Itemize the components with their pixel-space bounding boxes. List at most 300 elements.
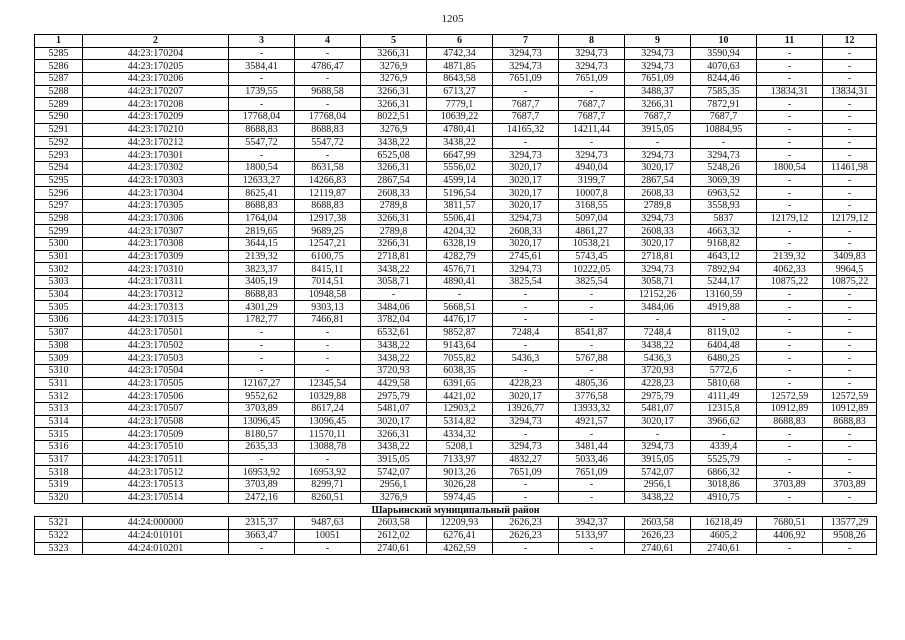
table-cell: 12315,8 bbox=[691, 402, 757, 415]
table-cell: 8688,83 bbox=[229, 199, 295, 212]
table-cell: 3168,55 bbox=[559, 199, 625, 212]
table-cell: 3720,93 bbox=[361, 364, 427, 377]
table-cell: 3294,73 bbox=[493, 47, 559, 60]
table-cell: 6525,08 bbox=[361, 149, 427, 162]
table-cell: - bbox=[757, 441, 823, 454]
table-cell: 4786,47 bbox=[295, 60, 361, 73]
table-cell: 5300 bbox=[35, 238, 83, 251]
table-cell: 3966,62 bbox=[691, 415, 757, 428]
table-cell: 8631,58 bbox=[295, 161, 361, 174]
table-cell: 3294,73 bbox=[625, 47, 691, 60]
table-cell: - bbox=[823, 238, 877, 251]
table-cell: 11 bbox=[757, 35, 823, 48]
table-cell: 7466,81 bbox=[295, 314, 361, 327]
table-cell: 5742,07 bbox=[361, 466, 427, 479]
table-row bbox=[35, 250, 877, 263]
table-cell: 44:23:170511 bbox=[83, 453, 229, 466]
table-cell: 3020,17 bbox=[493, 390, 559, 403]
table-cell: 4062,33 bbox=[757, 263, 823, 276]
table-cell: 8643,58 bbox=[427, 73, 493, 86]
table-cell: 7687,7 bbox=[559, 98, 625, 111]
table-cell: - bbox=[559, 339, 625, 352]
table-cell: - bbox=[757, 542, 823, 555]
table-cell: 4605,2 bbox=[691, 529, 757, 542]
table-cell: 44:23:170513 bbox=[83, 479, 229, 492]
table-cell: 2608,33 bbox=[625, 225, 691, 238]
table-cell: 6038,35 bbox=[427, 364, 493, 377]
table-cell: 10538,21 bbox=[559, 238, 625, 251]
table-cell: 2789,8 bbox=[361, 225, 427, 238]
table-cell: 3294,73 bbox=[625, 149, 691, 162]
table-cell: - bbox=[757, 377, 823, 390]
table-cell: 6532,61 bbox=[361, 326, 427, 339]
table-cell: 3409,83 bbox=[823, 250, 877, 263]
table-row bbox=[35, 187, 877, 200]
table-cell: - bbox=[757, 428, 823, 441]
table-cell: - bbox=[757, 352, 823, 365]
table-cell: 13926,77 bbox=[493, 402, 559, 415]
table-cell: 5317 bbox=[35, 453, 83, 466]
table-cell: 2740,61 bbox=[361, 542, 427, 555]
table-cell: 4861,27 bbox=[559, 225, 625, 238]
table-cell: 7 bbox=[493, 35, 559, 48]
table-cell: - bbox=[493, 428, 559, 441]
table-cell: 6866,32 bbox=[691, 466, 757, 479]
table-row bbox=[35, 339, 877, 352]
table-cell: - bbox=[757, 111, 823, 124]
table-cell: 3266,31 bbox=[361, 428, 427, 441]
table-row bbox=[35, 364, 877, 377]
table-cell: 7651,09 bbox=[559, 466, 625, 479]
table-cell: 5293 bbox=[35, 149, 83, 162]
table-cell: 3720,93 bbox=[625, 364, 691, 377]
table-cell: 7585,35 bbox=[691, 85, 757, 98]
table-row bbox=[35, 238, 877, 251]
table-cell: 2635,33 bbox=[229, 441, 295, 454]
table-cell: 10329,88 bbox=[295, 390, 361, 403]
table-cell: 6391,65 bbox=[427, 377, 493, 390]
table-cell: - bbox=[757, 174, 823, 187]
table-cell: 9964,5 bbox=[823, 263, 877, 276]
table-cell: 6480,25 bbox=[691, 352, 757, 365]
table-cell: 44:23:170502 bbox=[83, 339, 229, 352]
table-cell: 4228,23 bbox=[625, 377, 691, 390]
table-cell: 8688,83 bbox=[229, 123, 295, 136]
table-row bbox=[35, 402, 877, 415]
table-cell: 3294,73 bbox=[559, 47, 625, 60]
table-cell: 2626,23 bbox=[493, 529, 559, 542]
table-cell: 2608,33 bbox=[493, 225, 559, 238]
table-cell: - bbox=[559, 136, 625, 149]
table-cell: 2789,8 bbox=[625, 199, 691, 212]
table-cell: 10222,05 bbox=[559, 263, 625, 276]
table-cell: 14165,32 bbox=[493, 123, 559, 136]
table-cell: - bbox=[757, 47, 823, 60]
table-cell: 7687,7 bbox=[559, 111, 625, 124]
table-cell: 3438,22 bbox=[361, 441, 427, 454]
table-cell: 44:23:170210 bbox=[83, 123, 229, 136]
table-row bbox=[35, 47, 877, 60]
table-cell: 3294,73 bbox=[493, 263, 559, 276]
table-cell: 16953,92 bbox=[295, 466, 361, 479]
table-cell: 4663,32 bbox=[691, 225, 757, 238]
table-cell: 3823,37 bbox=[229, 263, 295, 276]
table-cell: - bbox=[559, 364, 625, 377]
table-cell: - bbox=[229, 542, 295, 555]
table-cell: 5301 bbox=[35, 250, 83, 263]
table-cell: 3294,73 bbox=[493, 149, 559, 162]
table-cell: 5547,72 bbox=[295, 136, 361, 149]
table-cell: - bbox=[625, 136, 691, 149]
table-cell: 2975,79 bbox=[361, 390, 427, 403]
table-cell: 9552,62 bbox=[229, 390, 295, 403]
table-cell: 8688,83 bbox=[295, 123, 361, 136]
table-cell: - bbox=[757, 301, 823, 314]
table-cell: - bbox=[625, 428, 691, 441]
table-cell: 3703,89 bbox=[229, 402, 295, 415]
table-cell: 3703,89 bbox=[229, 479, 295, 492]
table-cell: 3020,17 bbox=[361, 415, 427, 428]
table-cell: 44:23:170302 bbox=[83, 161, 229, 174]
table-cell: - bbox=[559, 491, 625, 504]
table-cell: - bbox=[493, 491, 559, 504]
table-cell: 4890,41 bbox=[427, 276, 493, 289]
table-row bbox=[35, 390, 877, 403]
table-row bbox=[35, 453, 877, 466]
table-cell: 4476,17 bbox=[427, 314, 493, 327]
table-cell: 12572,59 bbox=[823, 390, 877, 403]
page-number: 1205 bbox=[441, 13, 464, 25]
table-cell: - bbox=[559, 542, 625, 555]
table-cell: 17768,04 bbox=[229, 111, 295, 124]
table-cell: 3276,9 bbox=[361, 123, 427, 136]
table-cell: 2608,33 bbox=[361, 187, 427, 200]
table-row bbox=[35, 326, 877, 339]
table-row bbox=[35, 263, 877, 276]
table-cell: 3294,73 bbox=[625, 60, 691, 73]
table-cell: 4 bbox=[295, 35, 361, 48]
table-cell: 7687,7 bbox=[691, 111, 757, 124]
table-cell: 3294,73 bbox=[625, 441, 691, 454]
table-cell: - bbox=[493, 542, 559, 555]
table-cell: 6276,41 bbox=[427, 529, 493, 542]
table-cell: 44:23:170309 bbox=[83, 250, 229, 263]
table-cell: 3266,31 bbox=[361, 47, 427, 60]
table-cell: - bbox=[229, 364, 295, 377]
table-cell: - bbox=[823, 73, 877, 86]
table-cell: 5481,07 bbox=[625, 402, 691, 415]
table-cell: 5308 bbox=[35, 339, 83, 352]
table-cell: 5306 bbox=[35, 314, 83, 327]
table-cell: 5525,79 bbox=[691, 453, 757, 466]
table-row bbox=[35, 199, 877, 212]
table-cell: 2975,79 bbox=[625, 390, 691, 403]
table-cell: 3825,54 bbox=[493, 276, 559, 289]
table-cell: 44:23:170304 bbox=[83, 187, 229, 200]
table-cell: 3020,17 bbox=[493, 199, 559, 212]
table-cell: 9013,26 bbox=[427, 466, 493, 479]
table-cell: - bbox=[559, 301, 625, 314]
table-cell: 5668,51 bbox=[427, 301, 493, 314]
table-cell: 44:23:170505 bbox=[83, 377, 229, 390]
table-cell: - bbox=[757, 238, 823, 251]
table-cell: 5314,82 bbox=[427, 415, 493, 428]
table-cell: 2472,16 bbox=[229, 491, 295, 504]
table-cell: - bbox=[559, 314, 625, 327]
table-cell: - bbox=[757, 491, 823, 504]
table-cell: 3484,06 bbox=[361, 301, 427, 314]
table-cell: 5196,54 bbox=[427, 187, 493, 200]
table-cell: 12119,87 bbox=[295, 187, 361, 200]
table-cell: 44:23:170209 bbox=[83, 111, 229, 124]
table-cell: 5295 bbox=[35, 174, 83, 187]
table-cell: - bbox=[295, 326, 361, 339]
table-cell: 5244,17 bbox=[691, 276, 757, 289]
table-cell: 14266,83 bbox=[295, 174, 361, 187]
table-cell: - bbox=[823, 377, 877, 390]
table-cell: 12152,26 bbox=[625, 288, 691, 301]
table-cell: - bbox=[229, 73, 295, 86]
table-row bbox=[35, 98, 877, 111]
section-title: Шарьинский муниципальный район bbox=[35, 504, 877, 517]
table-cell: - bbox=[361, 288, 427, 301]
table-cell: 4910,75 bbox=[691, 491, 757, 504]
table-cell: 7687,7 bbox=[625, 111, 691, 124]
table-cell: 5291 bbox=[35, 123, 83, 136]
table-cell: 2603,58 bbox=[625, 517, 691, 530]
cadastral-value-table bbox=[34, 34, 877, 555]
section-row bbox=[35, 504, 877, 517]
table-cell: 8260,51 bbox=[295, 491, 361, 504]
table-cell: 8119,02 bbox=[691, 326, 757, 339]
table-cell: 44:23:170212 bbox=[83, 136, 229, 149]
table-cell: - bbox=[493, 339, 559, 352]
table-cell: 4228,23 bbox=[493, 377, 559, 390]
table-cell: 11570,11 bbox=[295, 428, 361, 441]
table-cell: 44:23:170507 bbox=[83, 402, 229, 415]
table-cell: - bbox=[823, 187, 877, 200]
table-cell: 1 bbox=[35, 35, 83, 48]
table-row bbox=[35, 73, 877, 86]
table-row bbox=[35, 377, 877, 390]
table-cell: 9487,63 bbox=[295, 517, 361, 530]
table-cell: 7687,7 bbox=[493, 111, 559, 124]
table-cell: - bbox=[295, 98, 361, 111]
table-cell: 4742,34 bbox=[427, 47, 493, 60]
table-cell: 7872,91 bbox=[691, 98, 757, 111]
table-cell: 12179,12 bbox=[757, 212, 823, 225]
table-cell: 44:23:170310 bbox=[83, 263, 229, 276]
table-cell: 2740,61 bbox=[625, 542, 691, 555]
table-cell: 44:23:170311 bbox=[83, 276, 229, 289]
table-cell: 1764,04 bbox=[229, 212, 295, 225]
table-cell: 4421,02 bbox=[427, 390, 493, 403]
table-cell: 12572,59 bbox=[757, 390, 823, 403]
table-cell: - bbox=[493, 479, 559, 492]
table-cell: 9689,25 bbox=[295, 225, 361, 238]
table-cell: 5294 bbox=[35, 161, 83, 174]
table-cell: 4780,41 bbox=[427, 123, 493, 136]
table-cell: 5285 bbox=[35, 47, 83, 60]
table-cell: 3069,39 bbox=[691, 174, 757, 187]
table-cell: - bbox=[757, 225, 823, 238]
table-cell: 5547,72 bbox=[229, 136, 295, 149]
table-cell: 3481,44 bbox=[559, 441, 625, 454]
table-cell: 4599,14 bbox=[427, 174, 493, 187]
table-cell: 7651,09 bbox=[559, 73, 625, 86]
table-cell: 3276,9 bbox=[361, 60, 427, 73]
table-cell: 8688,83 bbox=[757, 415, 823, 428]
table-cell: 8244,46 bbox=[691, 73, 757, 86]
table-cell: 10875,22 bbox=[823, 276, 877, 289]
table-row bbox=[35, 491, 877, 504]
table-cell: 3703,89 bbox=[823, 479, 877, 492]
table-cell: 3294,73 bbox=[625, 212, 691, 225]
table-cell: 3018,86 bbox=[691, 479, 757, 492]
table-cell: - bbox=[493, 301, 559, 314]
table-cell: - bbox=[559, 85, 625, 98]
table-cell: 44:23:170207 bbox=[83, 85, 229, 98]
table-cell: 4111,49 bbox=[691, 390, 757, 403]
table-cell: 3776,58 bbox=[559, 390, 625, 403]
table-row bbox=[35, 161, 877, 174]
table-cell: 3825,54 bbox=[559, 276, 625, 289]
table-cell: 2608,33 bbox=[625, 187, 691, 200]
table-cell: 3058,71 bbox=[361, 276, 427, 289]
table-cell: 5319 bbox=[35, 479, 83, 492]
table-cell: 5299 bbox=[35, 225, 83, 238]
table-cell: 4832,27 bbox=[493, 453, 559, 466]
table-cell: 7651,09 bbox=[493, 466, 559, 479]
table-cell: 5 bbox=[361, 35, 427, 48]
table-cell: 1800,54 bbox=[229, 161, 295, 174]
table-cell: 3811,57 bbox=[427, 199, 493, 212]
table-cell: 7133,97 bbox=[427, 453, 493, 466]
table-cell: 10875,22 bbox=[757, 276, 823, 289]
table-cell: 6100,75 bbox=[295, 250, 361, 263]
table-cell: 5481,07 bbox=[361, 402, 427, 415]
table-cell: 5289 bbox=[35, 98, 83, 111]
table-cell: - bbox=[823, 428, 877, 441]
table-cell: 5315 bbox=[35, 428, 83, 441]
table-cell: 3266,31 bbox=[625, 98, 691, 111]
table-cell: - bbox=[295, 364, 361, 377]
table-cell: - bbox=[757, 326, 823, 339]
table-cell: 3020,17 bbox=[493, 238, 559, 251]
table-cell: 8688,83 bbox=[295, 199, 361, 212]
table-cell: 3294,73 bbox=[625, 263, 691, 276]
table-cell: - bbox=[823, 466, 877, 479]
table-cell: 3266,31 bbox=[361, 98, 427, 111]
table-cell: - bbox=[757, 60, 823, 73]
table-cell: 12903,2 bbox=[427, 402, 493, 415]
table-cell: 5322 bbox=[35, 529, 83, 542]
table-cell: 3294,73 bbox=[493, 60, 559, 73]
table-row bbox=[35, 111, 877, 124]
table-cell: 44:24:000000 bbox=[83, 517, 229, 530]
table-cell: - bbox=[823, 174, 877, 187]
table-cell: 3294,73 bbox=[493, 212, 559, 225]
table-cell: 13933,32 bbox=[559, 402, 625, 415]
table-cell: 44:23:170208 bbox=[83, 98, 229, 111]
table-cell: 8688,83 bbox=[229, 288, 295, 301]
table-cell: 4643,12 bbox=[691, 250, 757, 263]
table-row bbox=[35, 225, 877, 238]
table-cell: 5506,41 bbox=[427, 212, 493, 225]
table-cell: 44:23:170312 bbox=[83, 288, 229, 301]
table-cell: - bbox=[757, 149, 823, 162]
table-cell: 7651,09 bbox=[625, 73, 691, 86]
table-cell: - bbox=[757, 199, 823, 212]
table-cell: - bbox=[823, 288, 877, 301]
table-cell: 16953,92 bbox=[229, 466, 295, 479]
table-cell: 10912,89 bbox=[823, 402, 877, 415]
table-cell: - bbox=[229, 47, 295, 60]
table-cell: 12345,54 bbox=[295, 377, 361, 390]
table-cell: 5556,02 bbox=[427, 161, 493, 174]
table-cell: - bbox=[295, 339, 361, 352]
table-cell: 2626,23 bbox=[493, 517, 559, 530]
table-cell: - bbox=[757, 364, 823, 377]
table-cell: 2789,8 bbox=[361, 199, 427, 212]
table-cell: - bbox=[229, 149, 295, 162]
table-cell: 2745,61 bbox=[493, 250, 559, 263]
table-cell: 2718,81 bbox=[625, 250, 691, 263]
table-cell: 10912,89 bbox=[757, 402, 823, 415]
table-cell: 2956,1 bbox=[361, 479, 427, 492]
table-cell: - bbox=[823, 326, 877, 339]
table-cell: 3438,22 bbox=[427, 136, 493, 149]
table-cell: 6963,52 bbox=[691, 187, 757, 200]
table-cell: 10884,95 bbox=[691, 123, 757, 136]
table-cell: 8541,87 bbox=[559, 326, 625, 339]
table-cell: 2315,37 bbox=[229, 517, 295, 530]
table-cell: 3644,15 bbox=[229, 238, 295, 251]
table-cell: 3915,05 bbox=[361, 453, 427, 466]
table-cell: 16218,49 bbox=[691, 517, 757, 530]
table-cell: 3020,17 bbox=[625, 161, 691, 174]
table-row bbox=[35, 441, 877, 454]
table-cell: 1800,54 bbox=[757, 161, 823, 174]
table-cell: 12179,12 bbox=[823, 212, 877, 225]
table-cell: 12167,27 bbox=[229, 377, 295, 390]
table-cell: 4204,32 bbox=[427, 225, 493, 238]
table-cell: 4921,57 bbox=[559, 415, 625, 428]
table-cell: 44:23:170512 bbox=[83, 466, 229, 479]
table-cell: 10948,58 bbox=[295, 288, 361, 301]
table-cell: 8415,11 bbox=[295, 263, 361, 276]
table-cell: 12633,27 bbox=[229, 174, 295, 187]
table-cell: 5810,68 bbox=[691, 377, 757, 390]
table-cell: 5436,3 bbox=[493, 352, 559, 365]
table-cell: 6 bbox=[427, 35, 493, 48]
table-cell: 5311 bbox=[35, 377, 83, 390]
table-cell: 4805,36 bbox=[559, 377, 625, 390]
table-row bbox=[35, 149, 877, 162]
table-cell: - bbox=[823, 441, 877, 454]
table-cell: 3484,06 bbox=[625, 301, 691, 314]
table-cell: 3294,73 bbox=[691, 149, 757, 162]
table-cell: - bbox=[757, 123, 823, 136]
table-cell: 7680,51 bbox=[757, 517, 823, 530]
table-cell: - bbox=[493, 288, 559, 301]
table-cell: 44:23:170301 bbox=[83, 149, 229, 162]
table-cell: 44:23:170503 bbox=[83, 352, 229, 365]
table-cell: - bbox=[757, 453, 823, 466]
table-cell: 3405,19 bbox=[229, 276, 295, 289]
table-cell: - bbox=[757, 466, 823, 479]
table-body bbox=[35, 35, 877, 555]
